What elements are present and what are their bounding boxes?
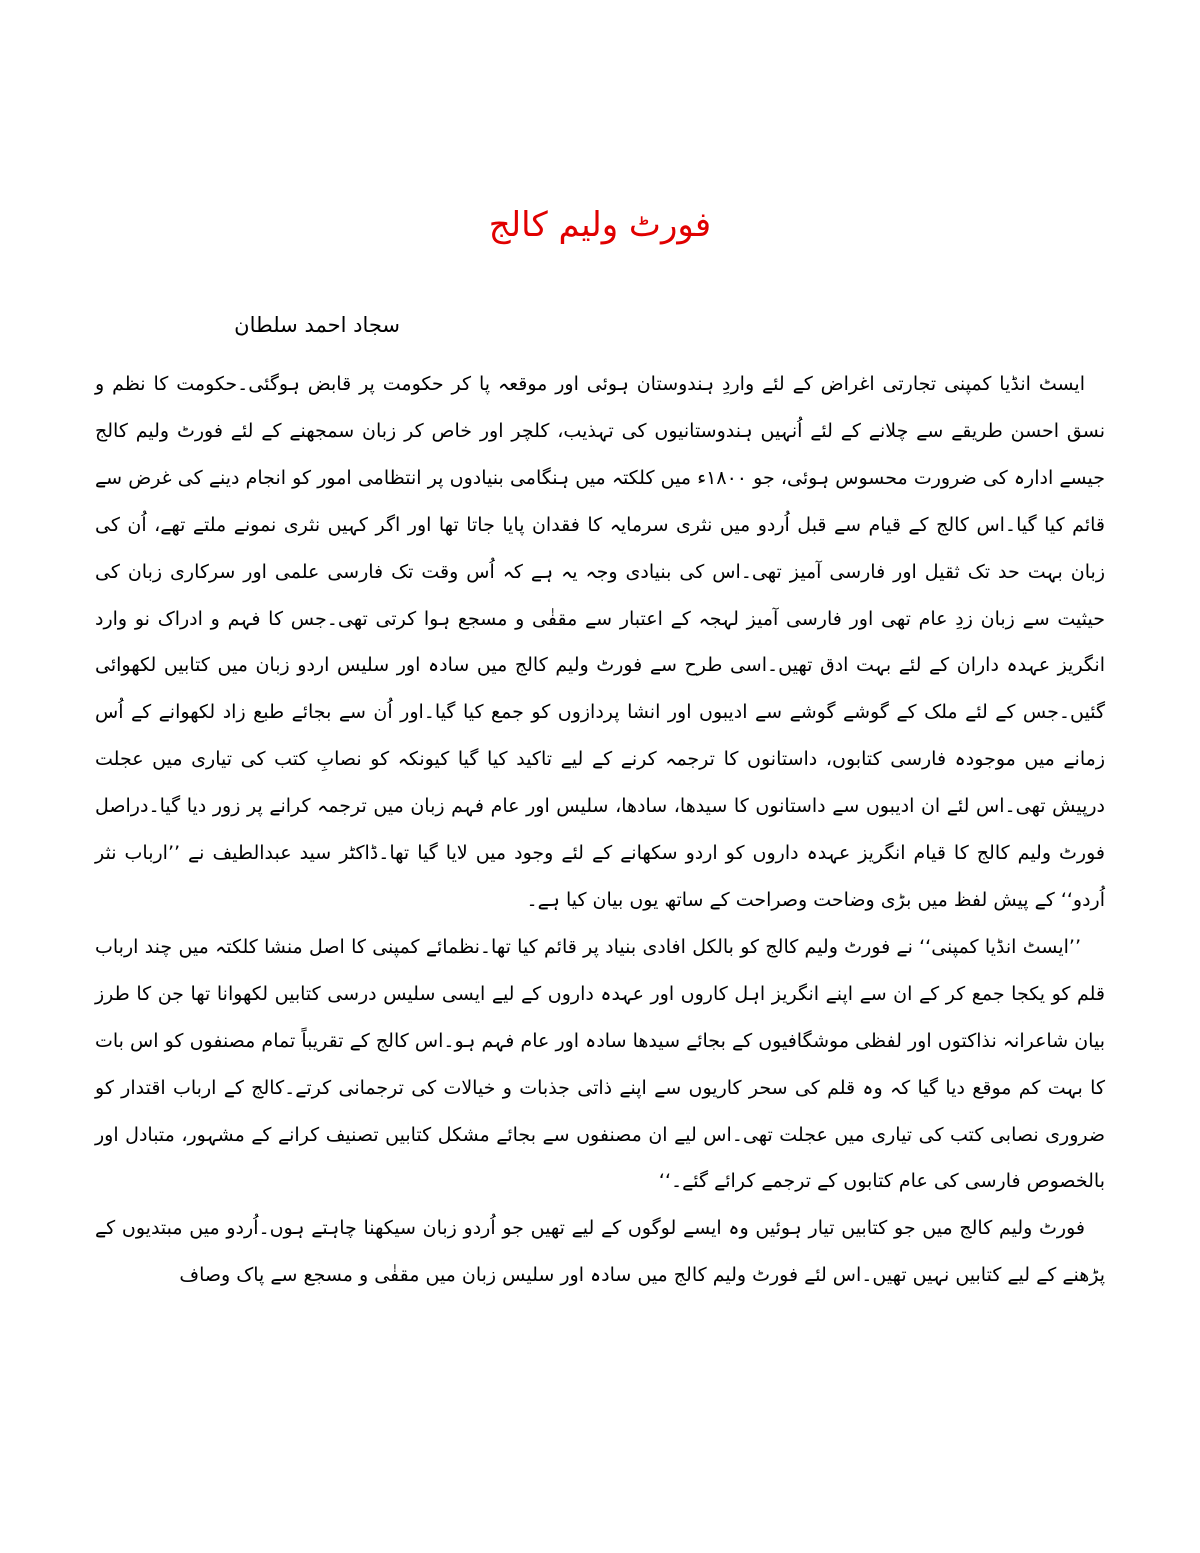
body-text <box>95 361 1105 1299</box>
paragraph-continuation: فورٹ ولیم کالج میں جو کتابیں تیار ہوئیں وہ ایسے لوگوں کے لیے تھیں جو اُردو زبان سیکھنا چاہتے ہوں۔اُردو میں مبتدیوں کے پڑھنے کے لیے کتابیں نہیں تھیں۔اس لئے فورٹ ولیم کالج میں سادہ اور سلیس زبان میں مقفٰی و مسجع سے پاک وصاف <box>95 1217 1105 1287</box>
paragraph-quote: ’’ایسٹ انڈیا کمپنی‘‘ نے فورٹ ولیم کالج کو بالکل افادی بنیاد پر قائم کیا تھا۔نظمائے کمپنی کا اصل منشا کلکتہ میں چند ارباب قلم کو یکجا جمع کر کے ان سے اپنے انگریز اہل کاروں اور عہدہ داروں کے لیے ایسی سلیس درسی کتابیں لکھوانا تھا جن کا طرز بیان شاعرانہ نذاکتوں اور لفظی موشگافیوں کے بجائے سیدھا سادہ اور عام فہم ہو۔اس کالج کے تقریباً تمام مصنفوں کو اس بات کا بہت کم موقع دیا گیا کہ وہ قلم کی سحر کاریوں سے اپنے ذاتی جذبات و خیالات کی ترجمانی کرتے۔کالج کے ارباب اقتدار کو ضروری نصابی کتب کی تیاری میں عجلت تھی۔اس لیے ان مصنفوں سے بجائے مشکل کتابیں تصنیف کرانے کے مشہور، متبادل اور بالخصوص فارسی کی عام کتابوں کے ترجمے کرائے گئے۔‘‘ <box>95 935 1105 1193</box>
author-name: سجاد احمد سلطان <box>234 313 400 337</box>
page-title: فورٹ ولیم کالج <box>488 205 712 245</box>
paragraph-intro: ایسٹ انڈیا کمپنی تجارتی اغراض کے لئے واردِ ہندوستان ہوئی اور موقعہ پا کر حکومت پر قابض ہوگئی۔حکومت کا نظم و نسق احسن طریقے سے چلانے کے لئے اُنہیں ہندوستانیوں کی تہذیب، کلچر اور خاص کر زبان سمجھنے کے لئے فورٹ ولیم کالج جیسے ادارہ کی ضرورت محسوس ہوئی، جو ۱۸۰۰ء میں کلکتہ میں ہنگامی بنیادوں پر انتظامی امور کو انجام دینے کی غرض سے قائم کیا گیا۔اس کالج کے قیام سے قبل اُردو میں نثری سرمایہ کا فقدان پایا جاتا تھا اور اگر کہیں نثری نمونے ملتے تھے، اُن کی زبان بہت حد تک ثقیل اور فارسی آمیز تھی۔اس کی بنیادی وجہ یہ ہے کہ اُس وقت تک فارسی علمی اور سرکاری زبان کی حیثیت سے زبان زدِ عام تھی اور فارسی آمیز لہجہ کے اعتبار سے مقفٰی و مسجع ہوا کرتی تھی۔جس کا فہم و ادراک نو وارد انگریز عہدہ داران کے لئے بہت ادق تھیں۔اسی طرح سے فورٹ ولیم کالج میں سادہ اور سلیس اردو زبان میں کتابیں لکھوائی گئیں۔جس کے لئے ملک کے گوشے گوشے سے ادیبوں اور انشا پردازوں کو جمع کیا گیا۔اور اُن سے بجائے طبع زاد لکھوانے کے اُس زمانے میں موجودہ فارسی کتابوں، داستانوں کا ترجمہ کرنے کے لیے تاکید کیا گیا کیونکہ کو نصابِ کتب کی تیاری میں عجلت درپیش تھی۔اس لئے ان ادیبوں سے داستانوں کا سیدھا، سادھا، سلیس اور عام فہم زبان میں ترجمہ کرانے پر زور دیا گیا۔دراصل فورٹ ولیم کالج کا قیام انگریز عہدہ داروں کو اردو سکھانے کے لئے وجود میں لایا گیا تھا۔ڈاکٹر سید عبدالطیف نے ’’ارباب نثر اُردو‘‘ کے پیش لفظ میں بڑی وضاحت وصراحت کے ساتھ یوں بیان کیا ہے۔ <box>95 373 1105 911</box>
